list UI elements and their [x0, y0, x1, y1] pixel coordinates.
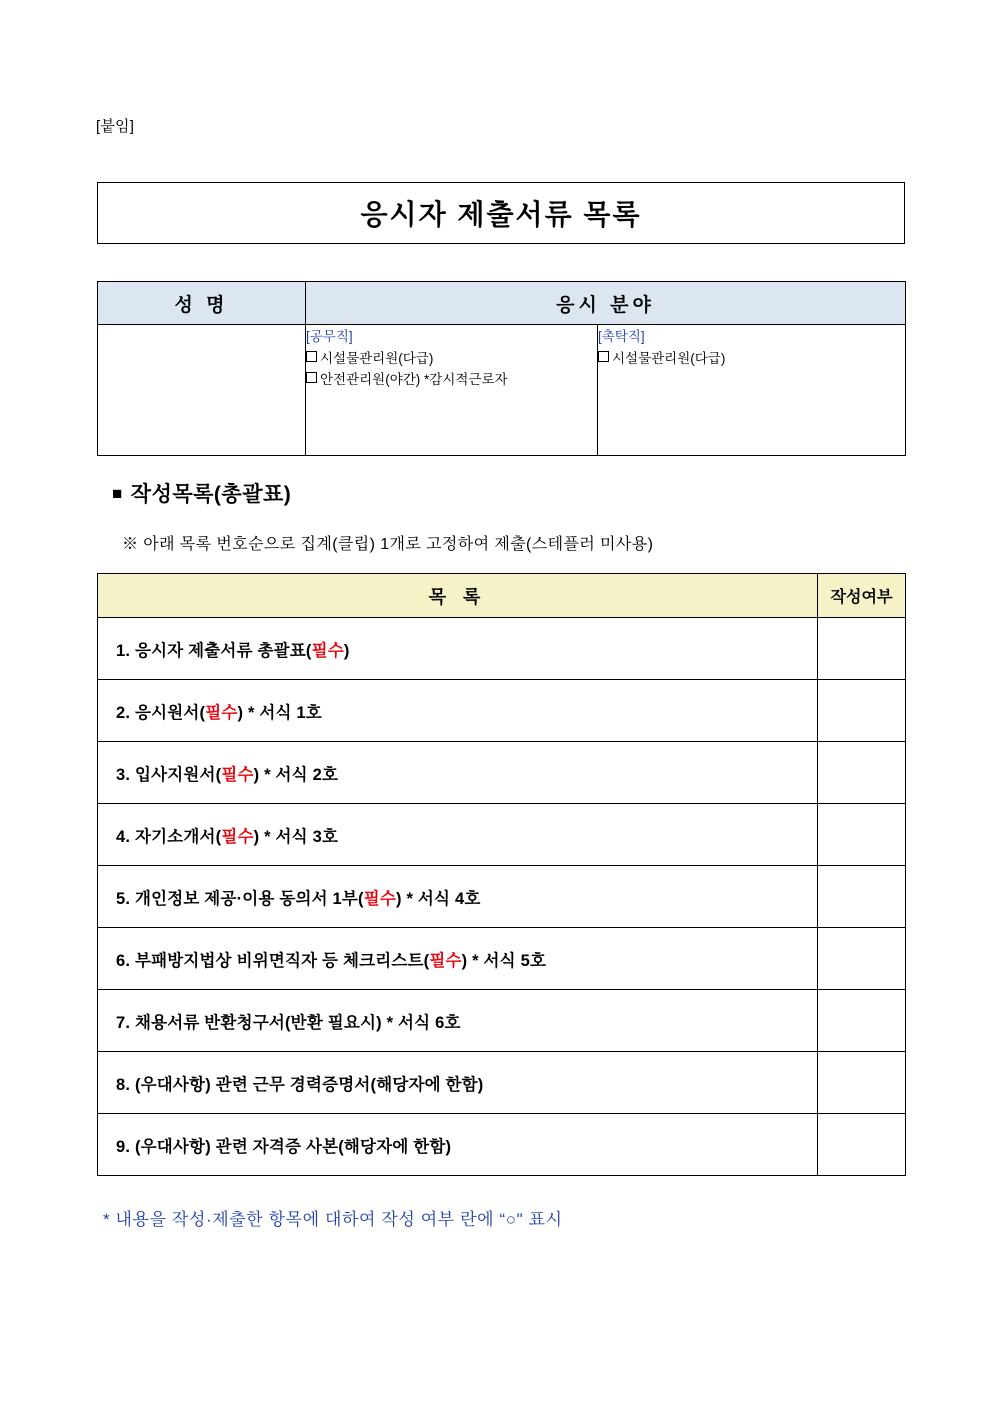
list-item-text: 3. 입사지원서( [116, 765, 222, 784]
list-item-suffix: ) * 서식 1호 [237, 703, 322, 722]
completion-cell[interactable] [818, 804, 906, 866]
header-name: 성 명 [98, 282, 306, 325]
required-marker: 필수 [205, 703, 238, 722]
list-item-text: 6. 부패방지법상 비위면직자 등 체크리스트( [116, 951, 430, 970]
document-list-table [97, 573, 906, 1176]
list-item-suffix: ) [343, 641, 350, 660]
checkbox-label: 안전관리원(야간) *감시적근로자 [320, 371, 508, 387]
field-group-public [306, 325, 598, 456]
completion-cell[interactable] [818, 680, 906, 742]
list-item-label [98, 866, 818, 928]
table-row [98, 618, 906, 680]
header-field: 응시 분야 [306, 282, 906, 325]
table-row [98, 680, 906, 742]
list-item-text: 1. 응시자 제출서류 총괄표( [116, 641, 312, 660]
checkbox-option[interactable] [306, 370, 597, 391]
checkbox-label: 시설물관리원(다급) [320, 351, 434, 366]
list-item-text: 2. 응시원서( [116, 703, 206, 722]
checkbox-option[interactable] [598, 349, 905, 370]
completion-cell[interactable] [818, 1114, 906, 1176]
checkbox-option[interactable] [306, 349, 597, 370]
table-row [98, 325, 906, 456]
list-item-label [98, 1052, 818, 1114]
field-group-contract [598, 325, 906, 456]
completion-cell[interactable] [818, 618, 906, 680]
section-note: ※ 아래 목록 번호순으로 집계(클립) 1개로 고정하여 제출(스테플러 미사용) [122, 536, 654, 553]
list-item-suffix: ) * 서식 2호 [253, 765, 339, 784]
header-item: 목 록 [98, 574, 818, 618]
table-row [98, 1052, 906, 1114]
completion-cell[interactable] [818, 866, 906, 928]
attachment-label: [붙임] [96, 118, 135, 135]
checkbox-icon[interactable] [598, 351, 609, 362]
table-row [98, 282, 906, 325]
page-title: 응시자 제출서류 목록 [360, 199, 642, 230]
list-item-label [98, 928, 818, 990]
field-group-label: [촉탁직] [598, 329, 645, 344]
list-item-text: 7. 채용서류 반환청구서(반환 필요시) * 서식 6호 [116, 1013, 461, 1032]
footer-note: * 내용을 작성·제출한 항목에 대하여 작성 여부 란에 “○" 표시 [103, 1210, 563, 1229]
list-item-suffix: ) * 서식 5호 [461, 951, 547, 970]
table-row [98, 742, 906, 804]
list-item-label [98, 680, 818, 742]
list-item-label [98, 990, 818, 1052]
checkbox-icon[interactable] [306, 351, 317, 362]
table-row [98, 866, 906, 928]
list-item-label [98, 742, 818, 804]
field-group-label: [공무직] [306, 329, 353, 344]
list-item-text: 5. 개인정보 제공·이용 동의서 1부( [116, 889, 364, 908]
completion-cell[interactable] [818, 1052, 906, 1114]
required-marker: 필수 [221, 827, 254, 846]
checkbox-label: 시설물관리원(다급) [612, 351, 726, 366]
applicant-info-table [97, 281, 906, 456]
list-item-label [98, 1114, 818, 1176]
list-item-label [98, 618, 818, 680]
required-marker: 필수 [429, 951, 462, 970]
list-item-text: 9. (우대사항) 관련 자격증 사본(해당자에 한함) [116, 1137, 452, 1156]
required-marker: 필수 [221, 765, 254, 784]
completion-cell[interactable] [818, 742, 906, 804]
document-title-box [97, 182, 905, 244]
header-done: 작성여부 [818, 574, 906, 618]
completion-cell[interactable] [818, 928, 906, 990]
name-input-cell[interactable] [98, 325, 306, 456]
checkbox-icon[interactable] [306, 372, 317, 383]
square-bullet-icon: ■ [112, 484, 123, 503]
table-row [98, 928, 906, 990]
required-marker: 필수 [363, 889, 397, 908]
table-row [98, 804, 906, 866]
list-item-label [98, 804, 818, 866]
completion-cell[interactable] [818, 990, 906, 1052]
list-item-suffix: ) * 서식 4호 [396, 889, 481, 908]
section-heading [112, 478, 291, 508]
table-row [98, 1114, 906, 1176]
list-item-text: 4. 자기소개서( [116, 827, 222, 846]
list-item-text: 8. (우대사항) 관련 근무 경력증명서(해당자에 한함) [116, 1075, 484, 1094]
table-row [98, 990, 906, 1052]
table-header-row [98, 574, 906, 618]
required-marker: 필수 [311, 641, 344, 660]
section-heading-label: 작성목록(총괄표) [130, 483, 292, 506]
list-item-suffix: ) * 서식 3호 [253, 827, 339, 846]
